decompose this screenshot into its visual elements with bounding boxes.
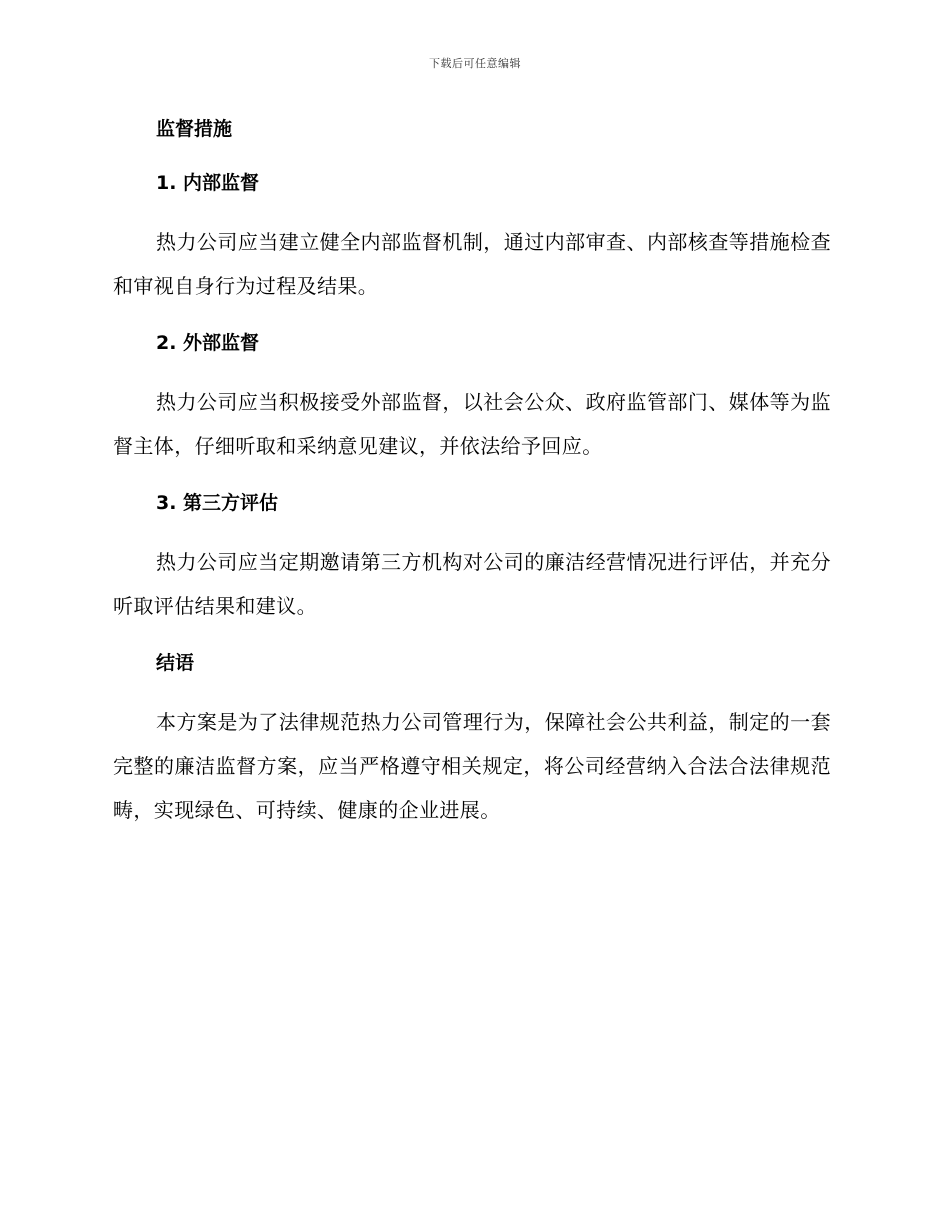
conclusion-body: 本方案是为了法律规范热力公司管理行为，保障社会公共利益，制定的一套完整的廉洁监督方案，应当严格遵守相关规定，将公司经营纳入合法合法律规范畴，实现绿色、可持续、健康的企业进展。	[113, 710, 831, 822]
document-body	[113, 112, 831, 832]
page-header-note: 下载后可任意编辑	[429, 57, 521, 70]
item-3-heading: 3. 第三方评估	[156, 492, 279, 514]
item-1-heading: 1. 内部监督	[156, 172, 260, 194]
section-title: 监督措施	[156, 118, 233, 140]
item-2-heading: 2. 外部监督	[156, 332, 260, 354]
item-1-body: 热力公司应当建立健全内部监督机制，通过内部审查、内部核查等措施检查和审视自身行为过程及结果。	[113, 230, 831, 298]
conclusion-title: 结语	[156, 652, 195, 674]
item-3-body: 热力公司应当定期邀请第三方机构对公司的廉洁经营情况进行评估，并充分听取评估结果和建议。	[113, 550, 831, 618]
item-2-body: 热力公司应当积极接受外部监督，以社会公众、政府监管部门、媒体等为监督主体，仔细听取和采纳意见建议，并依法给予回应。	[113, 390, 831, 458]
